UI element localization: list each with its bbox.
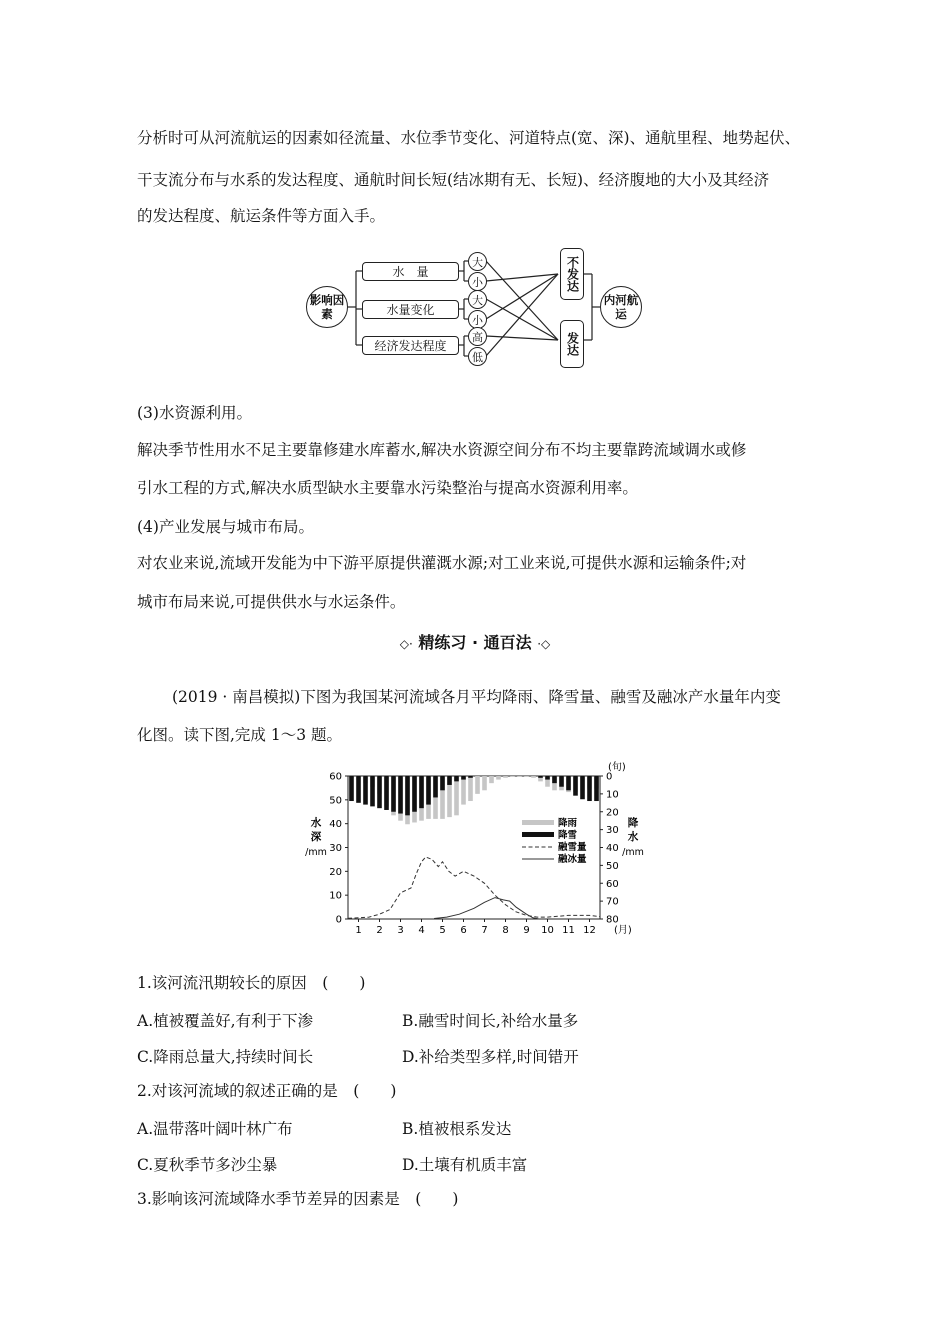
rain-bar xyxy=(531,776,536,778)
snow-bar xyxy=(552,776,557,783)
q1-option-a[interactable]: A.植被覆盖好,有利于下渗 xyxy=(137,1012,314,1030)
legend-icemelt-label: 融冰量 xyxy=(558,854,587,865)
influence-factors-circle: 影响因素 xyxy=(306,286,348,328)
snow-bar xyxy=(370,776,375,806)
question-2-stem: 2.对该河流域的叙述正确的是 ( ) xyxy=(137,1082,397,1100)
rain-bar xyxy=(517,776,522,777)
left-tick-label: 10 xyxy=(329,890,342,902)
section3-line-2: 引水工程的方式,解决水质型缺水主要靠水污染整治与提高水资源利用率。 xyxy=(137,479,638,497)
snow-bar xyxy=(426,776,431,805)
q2-option-b[interactable]: B.植被根系发达 xyxy=(402,1120,512,1138)
right-axis-title-1: 降 xyxy=(627,817,639,829)
snow-bar xyxy=(447,776,452,785)
rain-bar xyxy=(524,776,529,777)
x-tick-label: 3 xyxy=(397,925,404,936)
snow-bar xyxy=(440,776,445,790)
right-tick-label: 80 xyxy=(606,914,619,926)
factor-water-change: 水量变化 xyxy=(362,300,459,319)
right-tick-label: 20 xyxy=(606,807,619,819)
level-small: 小 xyxy=(468,272,487,291)
intro-line-3: 的发达程度、航运条件等方面入手。 xyxy=(137,207,386,225)
left-tick-label: 20 xyxy=(329,866,342,878)
left-axis-unit: /mm xyxy=(305,847,327,858)
intro-line-1: 分析时可从河流航运的因素如径流量、水位季节变化、河道特点(宽、深)、通航里程、地势起伏、 xyxy=(137,129,801,147)
x-tick-label: 7 xyxy=(481,925,488,936)
left-tick-label: 30 xyxy=(329,843,342,854)
level-large: 大 xyxy=(468,290,487,309)
navigation-factor-diagram xyxy=(300,244,680,374)
snow-bar xyxy=(356,776,361,803)
x-tick-label: 6 xyxy=(460,925,467,936)
snow-bar xyxy=(454,776,459,781)
q2-option-d[interactable]: D.土壤有机质丰富 xyxy=(402,1156,528,1174)
snow-bar xyxy=(545,776,550,780)
rain-bar xyxy=(510,776,515,777)
x-tick-label: 1 xyxy=(355,925,362,936)
x-tick-label: 12 xyxy=(583,925,596,936)
rain-bar xyxy=(503,776,508,778)
right-axis-title-2: 水 xyxy=(627,831,639,843)
snow-bar xyxy=(349,776,354,801)
question-intro-line-1: (2019 · 南昌模拟)下图为我国某河流域各月平均降雨、降雪量、融雪及融冰产水量年内变 xyxy=(172,688,781,706)
left-axis-title-1: 水 xyxy=(310,817,322,829)
level-high: 高 xyxy=(468,327,487,346)
diamond-ornament-icon: ◇· xyxy=(399,637,413,651)
left-tick-label: 60 xyxy=(329,771,342,783)
snow-bar xyxy=(398,776,403,814)
snow-bar xyxy=(566,776,571,790)
q1-option-d[interactable]: D.补给类型多样,时间错开 xyxy=(402,1048,579,1066)
section4-line-2: 城市布局来说,可提供供水与水运条件。 xyxy=(137,593,406,611)
x-tick-label: 10 xyxy=(541,925,554,936)
left-tick-label: 50 xyxy=(329,795,342,807)
right-tick-label: 70 xyxy=(606,896,619,908)
level-low: 低 xyxy=(468,347,487,366)
icemelt-line xyxy=(434,898,539,919)
x-unit-label: (月) xyxy=(614,925,632,936)
section4-heading: (4)产业发展与城市布局。 xyxy=(137,518,314,536)
practice-title-text: 精练习 · 通百法 xyxy=(418,633,532,652)
snow-bar xyxy=(384,776,389,810)
snow-bar xyxy=(419,776,424,808)
snow-bar xyxy=(538,776,543,778)
rain-bar xyxy=(496,776,501,780)
x-tick-label: 9 xyxy=(523,925,530,936)
legend-rain-label: 降雨 xyxy=(558,818,578,829)
snow-bar xyxy=(587,776,592,801)
rain-bar xyxy=(468,776,473,801)
right-tick-label: 10 xyxy=(606,789,619,801)
snow-bar xyxy=(594,776,599,801)
factor-economy: 经济发达程度 xyxy=(362,336,459,355)
snow-bar xyxy=(391,776,396,812)
rain-bar xyxy=(489,776,494,783)
snow-bar xyxy=(468,776,473,778)
q2-option-a[interactable]: A.温带落叶阔叶林广布 xyxy=(137,1120,293,1138)
outcome-developed-label: 发达 xyxy=(565,332,580,356)
rain-bar xyxy=(475,776,480,794)
section3-heading: (3)水资源利用。 xyxy=(137,404,252,422)
snow-bar xyxy=(377,776,382,808)
q1-option-b[interactable]: B.融雪时间长,补给水量多 xyxy=(402,1012,579,1030)
q2-option-c[interactable]: C.夏秋季节多沙尘暴 xyxy=(137,1156,278,1174)
right-axis-unit: /mm xyxy=(622,847,644,858)
question-3-stem: 3.影响该河流域降水季节差异的因素是 ( ) xyxy=(137,1190,459,1208)
rain-bar xyxy=(454,776,459,815)
intro-line-2: 干支流分布与水系的发达程度、通航时间长短(结冰期有无、长短)、经济腹地的大小及其经济 xyxy=(137,171,770,189)
left-axis-title-2: 深 xyxy=(310,831,322,843)
x-tick-label: 5 xyxy=(439,925,446,936)
factor-water-volume: 水 量 xyxy=(362,262,459,281)
right-tick-label: 0 xyxy=(606,771,613,783)
rain-bar xyxy=(482,776,487,790)
legend-snow-label: 降雪 xyxy=(558,830,578,841)
snow-bar xyxy=(363,776,368,805)
snow-bar xyxy=(405,776,410,815)
legend-snowmelt-label: 融雪量 xyxy=(558,842,587,853)
left-tick-label: 40 xyxy=(329,819,342,831)
q1-option-c[interactable]: C.降雨总量大,持续时间长 xyxy=(137,1048,314,1066)
snow-bar xyxy=(573,776,578,796)
x-tick-label: 4 xyxy=(418,925,425,936)
right-tick-label: 30 xyxy=(606,825,619,837)
outcome-underdeveloped xyxy=(560,248,584,300)
legend-snow-swatch xyxy=(522,832,554,837)
x-tick-label: 8 xyxy=(502,925,509,936)
outcome-underdeveloped-label: 不发达 xyxy=(565,256,580,292)
practice-section-title xyxy=(0,630,950,653)
question-1-stem: 1.该河流汛期较长的原因 ( ) xyxy=(137,974,366,992)
snowmelt-line xyxy=(348,857,600,918)
diamond-ornament-icon: ·◇ xyxy=(537,637,551,651)
snow-bar xyxy=(559,776,564,787)
rain-bar xyxy=(461,776,466,805)
x-tick-label: 2 xyxy=(376,925,383,936)
question-intro-line-2: 化图。读下图,完成 1～3 题。 xyxy=(137,726,343,744)
right-tick-label: 60 xyxy=(606,878,619,890)
right-unit-label: (旬) xyxy=(608,762,626,773)
left-tick-label: 0 xyxy=(335,914,342,926)
snow-bar xyxy=(580,776,585,799)
section4-line-1: 对农业来说,流域开发能为中下游平原提供灌溉水源;对工业来说,可提供水源和运输条件;对 xyxy=(137,554,747,572)
section3-line-1: 解决季节性用水不足主要靠修建水库蓄水,解决水资源空间分布不均主要靠跨流域调水或修 xyxy=(137,441,747,459)
level-large: 大 xyxy=(468,252,487,271)
level-small: 小 xyxy=(468,310,487,329)
right-tick-label: 50 xyxy=(606,860,619,872)
hydrology-chart xyxy=(300,758,650,943)
snow-bar xyxy=(412,776,417,812)
outcome-developed xyxy=(560,320,584,368)
inland-navigation-circle: 内河航运 xyxy=(600,286,642,328)
x-tick-label: 11 xyxy=(562,925,575,936)
snow-bar xyxy=(433,776,438,797)
legend-rain-swatch xyxy=(522,820,554,825)
snow-bar xyxy=(461,776,466,780)
right-tick-label: 40 xyxy=(606,843,619,854)
